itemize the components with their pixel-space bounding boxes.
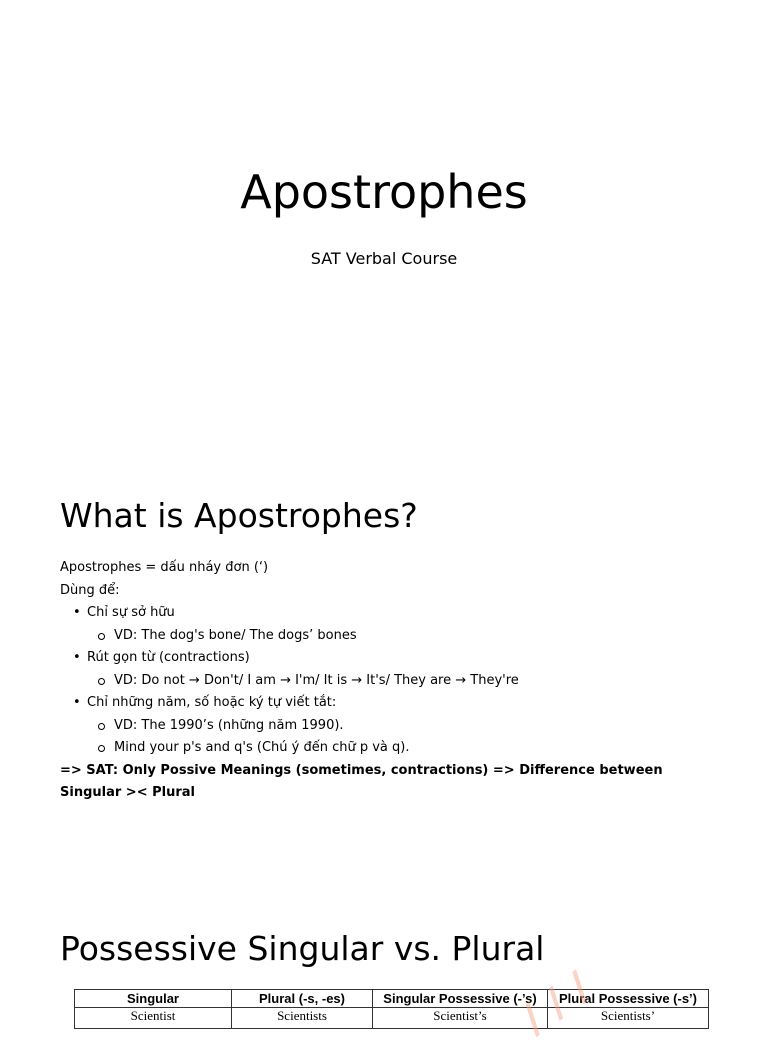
sub-list-item: Mind your p's and q's (Chú ý đến chữ p và q).	[60, 737, 720, 760]
section-heading: What is Apostrophes?	[60, 496, 418, 535]
sub-list-item: VD: The 1990’s (những năm 1990).	[60, 715, 720, 738]
section-body	[60, 557, 720, 805]
list-item: • Rút gọn từ (contractions)	[60, 647, 720, 670]
list-item: • Chỉ những năm, số hoặc ký tự viết tắt:	[60, 692, 720, 715]
table-header-cell: Singular	[75, 990, 232, 1008]
usage-list	[60, 602, 720, 760]
table-cell: Scientist’s	[373, 1008, 548, 1029]
sub-list-item: VD: Do not → Don't/ I am → I'm/ It is → It's/ They are → They're	[60, 670, 720, 693]
possessive-table	[74, 989, 709, 1029]
table-header-cell: Plural Possessive (-s’)	[548, 990, 709, 1008]
table-cell: Scientists’	[548, 1008, 709, 1029]
table-header-cell: Singular Possessive (-’s)	[373, 990, 548, 1008]
section-heading: Possessive Singular vs. Plural	[60, 929, 545, 968]
slide-title: Apostrophes	[240, 165, 528, 219]
slide-subtitle: SAT Verbal Course	[310, 249, 458, 268]
table-cell: Scientists	[232, 1008, 373, 1029]
table-cell: Scientist	[75, 1008, 232, 1029]
watermark-mark: / / /	[513, 963, 599, 1042]
sub-list-item: VD: The dog's bone/ The dogs’ bones	[60, 625, 720, 648]
list-item: • Chỉ sự sở hữu	[60, 602, 720, 625]
conclusion-text: => SAT: Only Possive Meanings (sometimes, contractions) => Difference between Singular >< Plural	[60, 762, 663, 800]
table-header-row	[75, 990, 709, 1008]
usage-intro: Dùng để:	[60, 582, 120, 598]
definition-line: Apostrophes = dấu nháy đơn (‘)	[60, 560, 269, 575]
table-header-cell: Plural (-s, -es)	[232, 990, 373, 1008]
table-row	[75, 1008, 709, 1029]
